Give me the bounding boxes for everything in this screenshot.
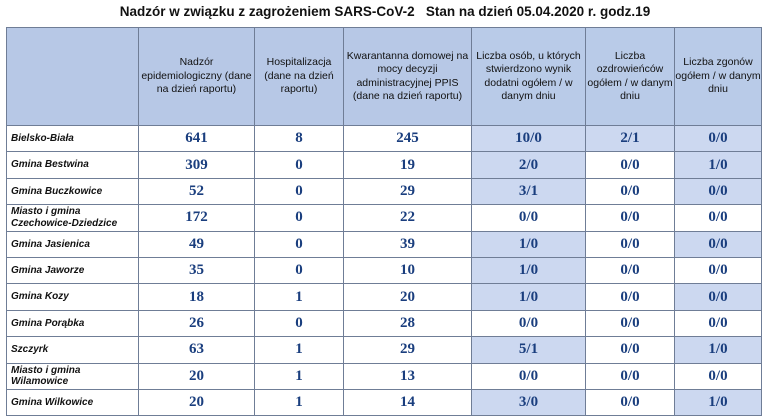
hospitalization-value: 0 <box>255 152 344 178</box>
positive-value: 0/0 <box>472 310 586 336</box>
recovered-value: 0/0 <box>586 178 675 204</box>
quarantine-value: 29 <box>344 337 472 363</box>
quarantine-value: 13 <box>344 363 472 389</box>
recovered-value: 0/0 <box>586 152 675 178</box>
supervision-value: 63 <box>139 337 255 363</box>
hospitalization-value: 1 <box>255 284 344 310</box>
region-name: Gmina Wilkowice <box>7 389 139 415</box>
hospitalization-value: 0 <box>255 310 344 336</box>
header-region <box>7 28 139 126</box>
header-home-quarantine: Kwarantanna domowej na mocy decyzji administracyjnej PPIS (dane na dzień raportu) <box>344 28 472 126</box>
report-title: Nadzór w związku z zagrożeniem SARS-CoV-2 Stan na dzień 05.04.2020 r. godz.19 <box>119 4 651 19</box>
positive-value: 1/0 <box>472 257 586 283</box>
supervision-value: 49 <box>139 231 255 257</box>
deaths-value: 0/0 <box>675 284 762 310</box>
supervision-value: 52 <box>139 178 255 204</box>
deaths-value: 1/0 <box>675 152 762 178</box>
recovered-value: 2/1 <box>586 126 675 152</box>
header-positive-cases: Liczba osób, u których stwierdzono wynik dodatni ogółem / w danym dniu <box>472 28 586 126</box>
region-name: Bielsko-Biała <box>7 126 139 152</box>
supervision-value: 172 <box>139 205 255 231</box>
positive-value: 2/0 <box>472 152 586 178</box>
positive-value: 1/0 <box>472 284 586 310</box>
supervision-value: 20 <box>139 363 255 389</box>
region-name: Miasto i gmina Wilamowice <box>7 363 139 389</box>
hospitalization-value: 1 <box>255 363 344 389</box>
deaths-value: 0/0 <box>675 205 762 231</box>
hospitalization-value: 0 <box>255 231 344 257</box>
deaths-value: 0/0 <box>675 363 762 389</box>
supervision-value: 18 <box>139 284 255 310</box>
quarantine-value: 10 <box>344 257 472 283</box>
table-row <box>7 231 762 257</box>
deaths-value: 1/0 <box>675 337 762 363</box>
header-row <box>7 28 762 126</box>
region-name: Gmina Bestwina <box>7 152 139 178</box>
supervision-value: 641 <box>139 126 255 152</box>
positive-value: 3/1 <box>472 178 586 204</box>
recovered-value: 0/0 <box>586 284 675 310</box>
header-epidemiological-supervision: Nadzór epidemiologiczny (dane na dzień raportu) <box>139 28 255 126</box>
table-row <box>7 205 762 231</box>
supervision-value: 20 <box>139 389 255 415</box>
table-row <box>7 363 762 389</box>
table-row <box>7 178 762 204</box>
supervision-value: 35 <box>139 257 255 283</box>
recovered-value: 0/0 <box>586 205 675 231</box>
quarantine-value: 22 <box>344 205 472 231</box>
supervision-value: 26 <box>139 310 255 336</box>
deaths-value: 0/0 <box>675 310 762 336</box>
positive-value: 10/0 <box>472 126 586 152</box>
recovered-value: 0/0 <box>586 231 675 257</box>
table-row <box>7 257 762 283</box>
positive-value: 3/0 <box>472 389 586 415</box>
table-row <box>7 337 762 363</box>
deaths-value: 1/0 <box>675 389 762 415</box>
region-name: Gmina Jasienica <box>7 231 139 257</box>
deaths-value: 0/0 <box>675 257 762 283</box>
quarantine-value: 20 <box>344 284 472 310</box>
quarantine-value: 29 <box>344 178 472 204</box>
deaths-value: 0/0 <box>675 126 762 152</box>
table-row <box>7 126 762 152</box>
hospitalization-value: 0 <box>255 178 344 204</box>
quarantine-value: 28 <box>344 310 472 336</box>
positive-value: 0/0 <box>472 363 586 389</box>
hospitalization-value: 1 <box>255 389 344 415</box>
region-name: Gmina Jaworze <box>7 257 139 283</box>
positive-value: 0/0 <box>472 205 586 231</box>
table-row <box>7 310 762 336</box>
positive-value: 5/1 <box>472 337 586 363</box>
table-row <box>7 389 762 415</box>
deaths-value: 0/0 <box>675 178 762 204</box>
table-row <box>7 152 762 178</box>
region-name: Szczyrk <box>7 337 139 363</box>
hospitalization-value: 1 <box>255 337 344 363</box>
header-deaths: Liczba zgonów ogółem / w danym dniu <box>675 28 762 126</box>
recovered-value: 0/0 <box>586 310 675 336</box>
quarantine-value: 245 <box>344 126 472 152</box>
recovered-value: 0/0 <box>586 257 675 283</box>
quarantine-value: 39 <box>344 231 472 257</box>
supervision-value: 309 <box>139 152 255 178</box>
region-name: Gmina Porąbka <box>7 310 139 336</box>
header-recovered: Liczba ozdrowieńców ogółem / w danym dniu <box>586 28 675 126</box>
recovered-value: 0/0 <box>586 389 675 415</box>
region-name: Gmina Kozy <box>7 284 139 310</box>
deaths-value: 0/0 <box>675 231 762 257</box>
hospitalization-value: 8 <box>255 126 344 152</box>
positive-value: 1/0 <box>472 231 586 257</box>
quarantine-value: 19 <box>344 152 472 178</box>
table-row <box>7 284 762 310</box>
hospitalization-value: 0 <box>255 257 344 283</box>
region-name: Gmina Buczkowice <box>7 178 139 204</box>
recovered-value: 0/0 <box>586 363 675 389</box>
hospitalization-value: 0 <box>255 205 344 231</box>
quarantine-value: 14 <box>344 389 472 415</box>
recovered-value: 0/0 <box>586 337 675 363</box>
supervision-table <box>6 27 762 416</box>
region-name: Miasto i gmina Czechowice-Dziedzice <box>7 205 139 231</box>
header-hospitalization: Hospitalizacja (dane na dzień raportu) <box>255 28 344 126</box>
